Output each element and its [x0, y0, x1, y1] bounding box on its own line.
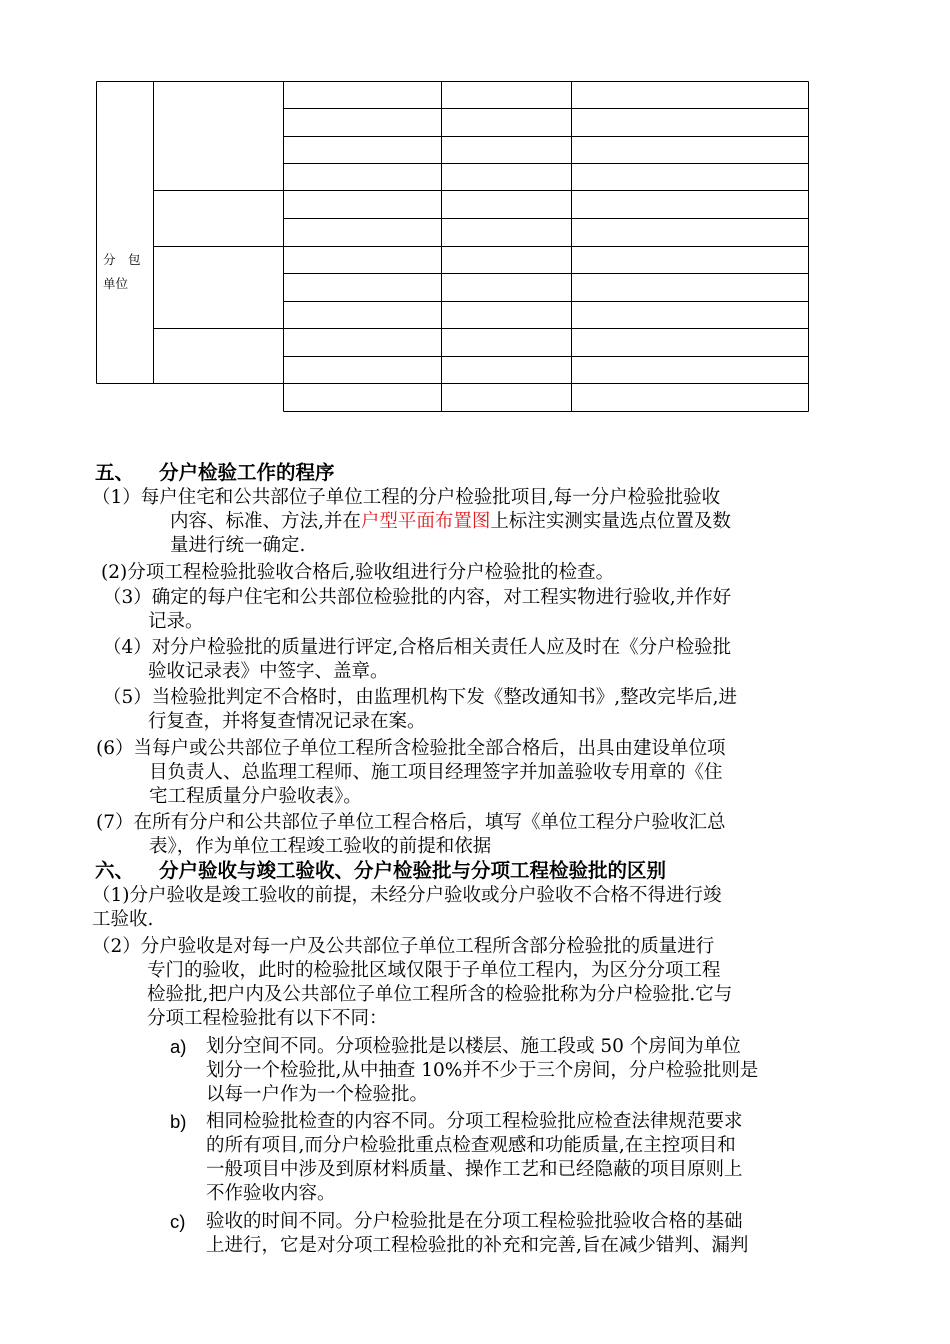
sub-item-c: c) 验收的时间不同。分户检验批是在分项工程检验批验收合格的基础 上进行，它是对分项工程检验批的补充和完善,旨在减少错判、漏判: [170, 1211, 749, 1256]
sub-item-b: b) 相同检验批检查的内容不同。分项工程检验批应检查法律规范要求 的所有项目,而分户检验批重点检查观感和功能质量,在主控项目和 一般项目中涉及到原材料质量、操作工艺和已经隐蔽的项目原则上 不作验收内容。: [170, 1111, 743, 1204]
section-5-item-1-cont: 内容、标准、方法,并在户型平面布置图上标注实测实量选点位置及数 量进行统一确定.: [170, 511, 731, 556]
section-5-item-6: (6）当每户或公共部位子单位工程所含检验批全部合格后，出具由建设单位项 目负责人、总监理工程师、施工项目经理签字并加盖验收专用章的《住 宅工程质量分户验收表》。: [96, 738, 726, 807]
section-5-item-4: （4）对分户检验批的质量进行评定,合格后相关责任人应及时在《分户检验批 验收记录表》中签字、盖章。: [103, 637, 732, 682]
section-5-heading: 五、 分户检验工作的程序: [95, 461, 335, 484]
section-5-item-7: (7）在所有分户和公共部位子单位工程合格后，填写《单位工程分户验收汇总 表》，作为单位工程竣工验收的前提和依据: [96, 812, 726, 857]
section-6-heading: 六、 分户验收与竣工验收、分户检验批与分项工程检验批的区别: [95, 859, 667, 882]
section-5-item-5: （5）当检验批判定不合格时，由监理机构下发《整改通知书》,整改完毕后,进 行复查，并将复查情况记录在案。: [103, 687, 738, 732]
floor-plan-link-text: 户型平面布置图: [360, 511, 491, 532]
subcontractor-label: 分 包 单位: [103, 252, 141, 291]
inspection-table: [0, 0, 950, 420]
section-6-item-1: （1)分户验收是竣工验收的前提，未经分户验收或分户验收不合格不得进行竣 工验收.: [92, 885, 722, 930]
section-5-item-2: (2)分项工程检验批验收合格后,验收组进行分户检验批的检查。: [101, 562, 615, 583]
section-5-item-1: （1）每户住宅和公共部位子单位工程的分户检验批项目,每一分户检验批验收: [92, 487, 721, 508]
section-6-item-2: （2）分户验收是对每一户及公共部位子单位工程所含部分检验批的质量进行 专门的验收，此时的检验批区域仅限于子单位工程内，为区分分项工程 检验批,把户内及公共部位子单位工程所含的检验批称为分户检验批.它与 分项工程检验批有以下不同：: [92, 936, 733, 1029]
section-5-item-3: （3）确定的每户住宅和公共部位检验批的内容，对工程实物进行验收,并作好 记录。: [103, 587, 732, 632]
table-grid-lines: [0, 0, 950, 420]
sub-item-a: a) 划分空间不同。分项检验批是以楼层、施工段或 50 个房间为单位 划分一个检验批,从中抽查 10%并不少于三个房间，分户检验批则是 以每一户作为一个检验批。: [170, 1036, 759, 1105]
